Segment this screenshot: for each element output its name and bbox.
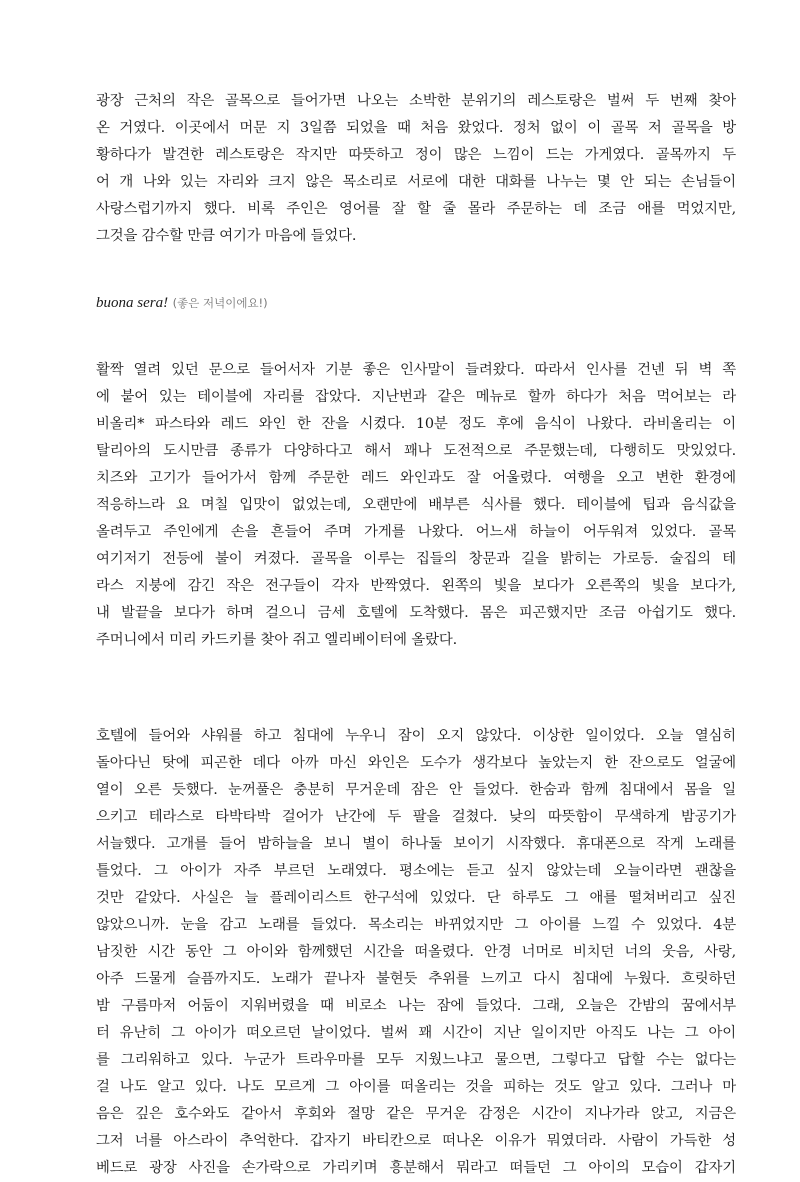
greeting-translation: (좋은 저녁이에요!) — [172, 296, 268, 310]
text-line: 라스 지붕에 감긴 작은 전구들이 각자 반짝였다. 왼쪽의 빛을 보다가 오른쪽의 빛을 보다가, — [96, 578, 736, 594]
text-line: 주머니에서 미리 카드키를 찾아 쥐고 엘리베이터에 올랐다. — [96, 632, 458, 648]
text-line: 올려두고 주인에게 손을 흔들어 주며 가게를 나왔다. 어느새 하늘이 어두워져 있었다. 골목 — [96, 524, 736, 540]
text-line: 에 붙어 있는 테이블에 자리를 잡았다. 지난번과 같은 메뉴로 할까 하다가 처음 먹어보는 라 — [96, 389, 736, 405]
paragraph-2 — [96, 357, 736, 654]
text-line: 틀었다. 그 아이가 자주 부르던 노래였다. 평소에는 듣고 싶지 않았는데 오늘이라면 괜찮을 — [96, 863, 736, 879]
text-line: 밤 구름마저 어둠이 지워버렸을 때 비로소 나는 잠에 들었다. 그래, 오늘은 간밤의 꿈에서부 — [96, 998, 736, 1014]
text-line: 사랑스럽기까지 했다. 비록 주인은 영어를 잘 할 줄 몰라 주문하는 데 조금 애를 먹었지만, — [96, 201, 736, 217]
text-line: 그것을 감수할 만큼 여기가 마음에 들었다. — [96, 228, 357, 244]
text-line: 으키고 테라스로 타박타박 걸어가 난간에 두 팔을 걸쳤다. 낮의 따뜻함이 무색하게 밤공기가 — [96, 809, 736, 825]
greeting-italian: buona sera! — [96, 295, 169, 311]
text-line: 내 발끝을 보다가 하며 걸으니 금세 호텔에 도착했다. 몸은 피곤했지만 조금 아쉽기도 했다. — [96, 605, 736, 621]
paragraph-1 — [96, 88, 736, 250]
text-line: 남짓한 시간 동안 그 아이와 함께했던 시간을 떠올렸다. 안경 너머로 비치던 너의 웃음, 사랑, — [96, 944, 736, 960]
text-line: 터 유난히 그 아이가 떠오르던 날이었다. 벌써 꽤 시간이 지난 일이지만 아직도 나는 그 아이 — [96, 1025, 736, 1041]
text-line: 걸 나도 알고 있다. 나도 모르게 그 아이를 떠올리는 것을 피하는 것도 알고 있다. 그러나 마 — [96, 1079, 736, 1095]
text-line: 탈리아의 도시만큼 종류가 다양하다고 해서 꽤나 도전적으로 주문했는데, 다행히도 맛있었다. — [96, 443, 736, 459]
text-line: 를 그리워하고 있다. 누군가 트라우마를 모두 지웠느냐고 물으면, 그렇다고 답할 수는 없다는 — [96, 1052, 736, 1068]
text-line: 않았으니까. 눈을 감고 노래를 들었다. 목소리는 바뀌었지만 그 아이를 느낄 수 있었다. 4분 — [96, 917, 736, 933]
greeting — [96, 290, 736, 317]
text-line: 열이 오른 듯했다. 눈꺼풀은 충분히 무거운데 잠은 안 들었다. 한숨과 함께 침대에서 몸을 일 — [96, 782, 736, 798]
text-line: 온 거였다. 이곳에서 머문 지 3일쯤 되었을 때 처음 왔었다. 정처 없이 이 골목 저 골목을 방 — [96, 120, 736, 136]
text-line: 그저 너를 아스라이 추억한다. 갑자기 바티칸으로 떠나온 이유가 뭐였더라. 사람이 가득한 성 — [96, 1133, 736, 1149]
document-page — [96, 88, 736, 1182]
text-line: 아주 드물게 슬픔까지도. 노래가 끝나자 불현듯 추위를 느끼고 다시 침대에 누웠다. 흐릿하던 — [96, 971, 736, 987]
paragraph-3 — [96, 723, 736, 1182]
text-line: 베드로 광장 사진을 손가락으로 가리키며 흥분해서 뭐라고 떠들던 그 아이의 모습이 갑자기 — [96, 1160, 736, 1176]
text-line: 활짝 열려 있던 문으로 들어서자 기분 좋은 인사말이 들려왔다. 따라서 인사를 건넨 뒤 벽 쪽 — [96, 362, 736, 378]
text-line: 비올리* 파스타와 레드 와인 한 잔을 시켰다. 10분 정도 후에 음식이 나왔다. 라비올리는 이 — [96, 416, 736, 432]
text-line: 호텔에 들어와 샤워를 하고 침대에 누우니 잠이 오지 않았다. 이상한 일이었다. 오늘 열심히 — [96, 728, 736, 744]
text-line: 어 개 나와 있는 자리와 크지 않은 목소리로 서로에 대한 대화를 나누는 몇 안 되는 손님들이 — [96, 174, 736, 190]
text-line: 적응하느라 요 며칠 입맛이 없었는데, 오랜만에 배부른 식사를 했다. 테이블에 팁과 음식값을 — [96, 497, 736, 513]
text-line: 음은 깊은 호수와도 같아서 후회와 절망 같은 무거운 감정은 시간이 지나가라 앉고, 지금은 — [96, 1106, 736, 1122]
text-line: 것만 같았다. 사실은 늘 플레이리스트 한구석에 있었다. 단 하루도 그 애를 떨쳐버리고 싶진 — [96, 890, 736, 906]
text-line: 여기저기 전등에 불이 켜졌다. 골목을 이루는 집들의 창문과 길을 밝히는 가로등. 술집의 테 — [96, 551, 736, 567]
text-line: 광장 근처의 작은 골목으로 들어가면 나오는 소박한 분위기의 레스토랑은 벌써 두 번째 찾아 — [96, 93, 736, 109]
text-line: 돌아다닌 탓에 피곤한 데다 아까 마신 와인은 도수가 생각보다 높았는지 한 잔으로도 얼굴에 — [96, 755, 736, 771]
text-line: 치즈와 고기가 들어가서 함께 주문한 레드 와인과도 잘 어울렸다. 여행을 오고 변한 환경에 — [96, 470, 736, 486]
text-line: 서늘했다. 고개를 들어 밤하늘을 보니 별이 하나둘 보이기 시작했다. 휴대폰으로 작게 노래를 — [96, 836, 736, 852]
text-line: 황하다가 발견한 레스토랑은 작지만 따뜻하고 정이 많은 느낌이 드는 가게였다. 골목까지 두 — [96, 147, 736, 163]
